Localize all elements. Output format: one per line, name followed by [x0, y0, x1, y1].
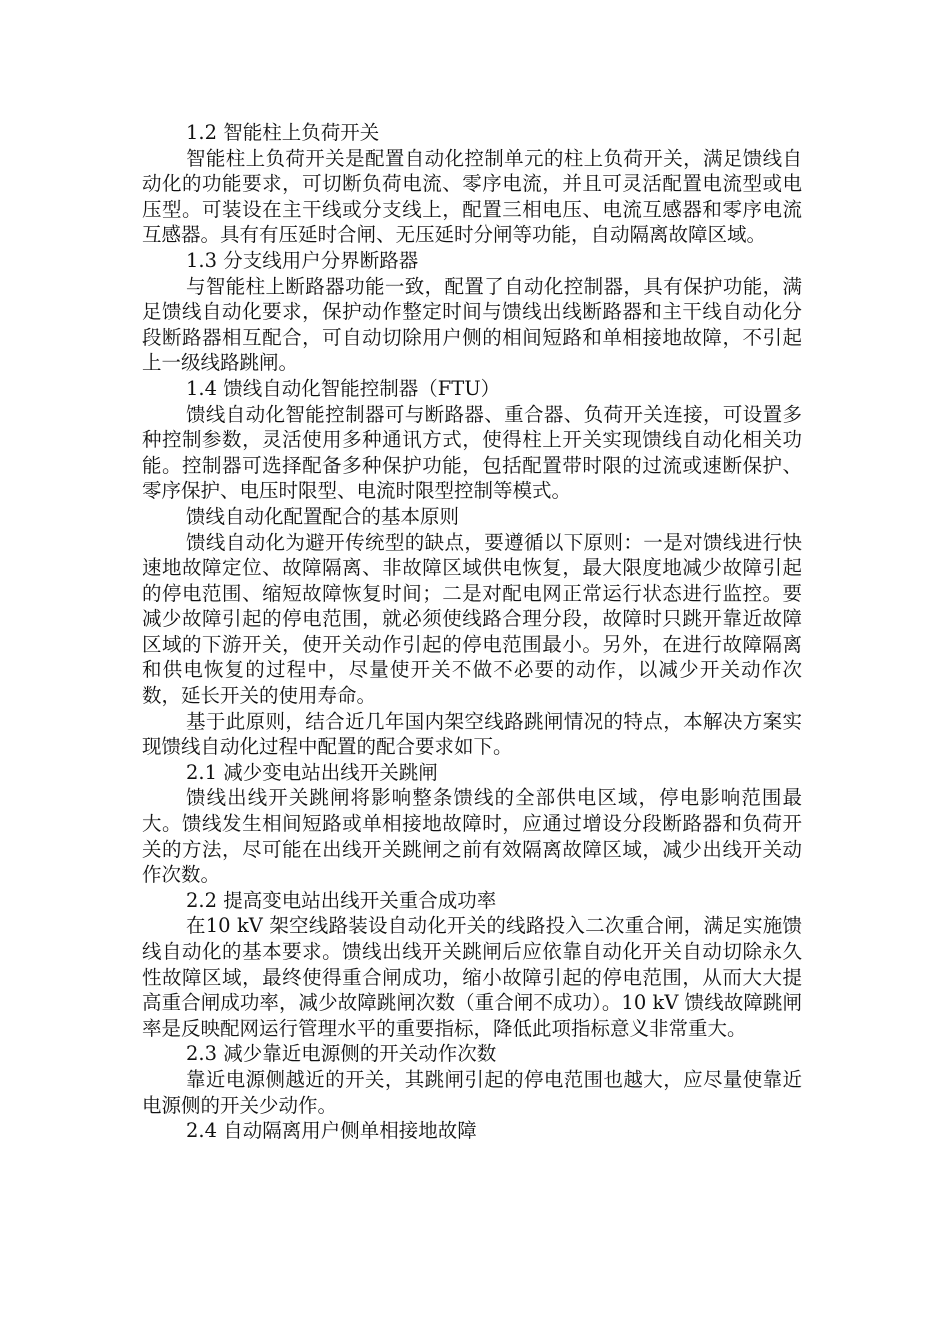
section-heading-2-1: 2.1 减少变电站出线开关跳闸: [186, 760, 438, 784]
paragraph: 靠近电源侧越近的开关，其跳闸引起的停电范围也越大，应尽量使靠近电源侧的开关少动作。: [142, 1067, 802, 1117]
paragraph: 基于此原则，结合近几年国内架空线路跳闸情况的特点，本解决方案实现馈线自动化过程中配置的配合要求如下。: [142, 709, 802, 759]
paragraph: 在10 kV 架空线路装设自动化开关的线路投入二次重合闸，满足实施馈线自动化的基本要求。馈线出线开关跳闸后应依靠自动化开关自动切除永久性故障区域，最终使得重合闸成功，缩小故障引起的停电范围，从而大大提高重合闸成功率，减少故障跳闸次数（重合闸不成功）。10 kV 馈线故障跳闸率是反映配网运行管理水平的重要指标，降低此项指标意义非常重大。: [142, 914, 802, 1040]
paragraph: 馈线出线开关跳闸将影响整条馈线的全部供电区域，停电影响范围最大。馈线发生相间短路或单相接地故障时，应通过增设分段断路器和负荷开关的方法，尽可能在出线开关跳闸之前有效隔离故障区域，减少出线开关动作次数。: [142, 786, 802, 887]
section-heading-2-2: 2.2 提高变电站出线开关重合成功率: [186, 888, 497, 912]
section-heading-1-4: 1.4 馈线自动化智能控制器（FTU）: [186, 376, 501, 400]
paragraph: 与智能柱上断路器功能一致，配置了自动化控制器，具有保护功能，满足馈线自动化要求，保护动作整定时间与馈线出线断路器和主干线自动化分段断路器相互配合，可自动切除用户侧的相间短路和单相接地故障，不引起上一级线路跳闸。: [142, 274, 802, 375]
section-heading-1-2: 1.2 智能柱上负荷开关: [186, 121, 380, 144]
section-heading-principles: 馈线自动化配置配合的基本原则: [186, 504, 460, 528]
section-heading-1-3: 1.3 分支线用户分界断路器: [186, 248, 419, 272]
paragraph: 智能柱上负荷开关是配置自动化控制单元的柱上负荷开关，满足馈线自动化的功能要求，可切断负荷电流、零序电流，并且可灵活配置电流型或电压型。可装设在主干线或分支线上，配置三相电压、电流互感器和零序电流互感器。具有有压延时合闸、无压延时分闸等功能，自动隔离故障区域。: [142, 146, 802, 247]
paragraph: 馈线自动化智能控制器可与断路器、重合器、负荷开关连接，可设置多种控制参数，灵活使用多种通讯方式，使得柱上开关实现馈线自动化相关功能。控制器可选择配备多种保护功能，包括配置带时限的过流或速断保护、零序保护、电压时限型、电流时限型控制等模式。: [142, 402, 802, 503]
section-heading-2-4: 2.4 自动隔离用户侧单相接地故障: [186, 1119, 477, 1143]
paragraph: 馈线自动化为避开传统型的缺点，要遵循以下原则：一是对馈线进行快速地故障定位、故障隔离、非故障区域供电恢复，最大限度地减少故障引起的停电范围、缩短故障恢复时间；二是对配电网正常运行状态进行监控。要减少故障引起的停电范围，就必须使线路合理分段，故障时只跳开靠近故障区域的下游开关，使开关动作引起的停电范围最小。另外，在进行故障隔离和供电恢复的过程中，尽量使开关不做不必要的动作，以减少开关动作次数，延长开关的使用寿命。: [142, 530, 802, 708]
document-body: [142, 120, 802, 1144]
section-heading-2-3: 2.3 减少靠近电源侧的开关动作次数: [186, 1042, 497, 1066]
